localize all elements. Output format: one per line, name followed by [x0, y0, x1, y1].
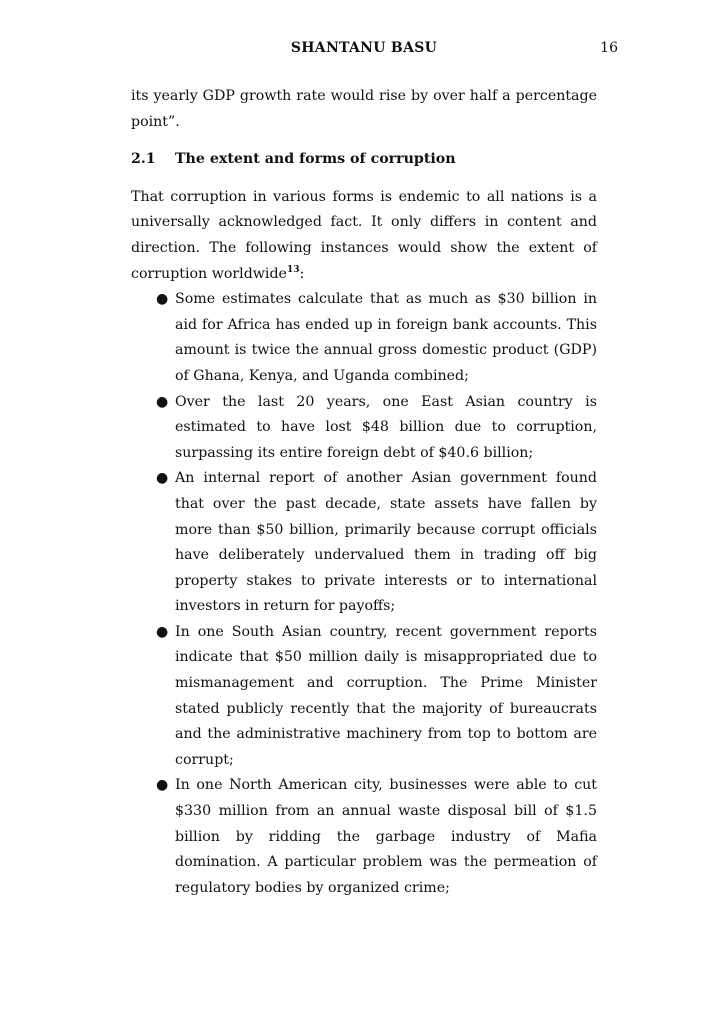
footnote-reference: 13	[286, 264, 300, 275]
list-item-text: Some estimates calculate that as much as $30 billion in aid for Africa has ended up in foreign bank accounts. This amount is twice the annual gross domestic product (GDP) of Ghana, Kenya, and Uganda combined;	[175, 291, 597, 384]
running-header	[0, 40, 728, 62]
list-item-text: In one South Asian country, recent government reports indicate that $50 million daily is misappropriated due to mismanagement and corruption. The Prime Minister stated publicly recently that the majority of bureaucrats and the administrative machinery from top to bottom are corrupt;	[175, 623, 597, 768]
bullet-icon: ●	[156, 291, 169, 308]
list-item-text: In one North American city, businesses were able to cut $330 million from an annual waste disposal bill of $1.5 billion by ridding the garbage industry of Mafia domination. A particular problem was the permeation of regulatory bodies by organized crime;	[175, 777, 597, 896]
running-header-author: SHANTANU BASU	[290, 40, 438, 56]
list-item	[131, 773, 597, 901]
bullet-icon: ●	[156, 470, 169, 487]
section-heading	[131, 147, 597, 173]
section-title: The extent and forms of corruption	[175, 151, 456, 168]
bullet-icon: ●	[156, 623, 169, 640]
list-item	[131, 390, 597, 467]
body-paragraph-text: That corruption in various forms is endemic to all nations is a universally acknowledged fact. It only differs in content and direction. The following instances would show the extent of corruption worldwide	[131, 188, 597, 282]
bullet-icon: ●	[156, 393, 169, 410]
page-body	[131, 84, 597, 901]
list-item-text: An internal report of another Asian government found that over the past decade, state assets have fallen by more than $50 billion, primarily because corrupt officials have deliberately undervalued them in trading off big property stakes to private interests or to international investors in return for payoffs;	[175, 470, 597, 615]
section-number: 2.1	[131, 151, 156, 168]
list-item	[131, 466, 597, 620]
body-paragraph	[131, 185, 597, 287]
list-item	[131, 620, 597, 774]
list-item	[131, 287, 597, 389]
continued-paragraph: its yearly GDP growth rate would rise by over half a percentage point”.	[131, 88, 597, 130]
bullet-list	[131, 287, 597, 901]
page-number: 16	[600, 40, 618, 56]
body-paragraph-suffix: :	[299, 265, 305, 282]
list-item-text: Over the last 20 years, one East Asian country is estimated to have lost $48 billion due to corruption, surpassing its entire foreign debt of $40.6 billion;	[175, 393, 597, 461]
bullet-icon: ●	[156, 777, 169, 794]
